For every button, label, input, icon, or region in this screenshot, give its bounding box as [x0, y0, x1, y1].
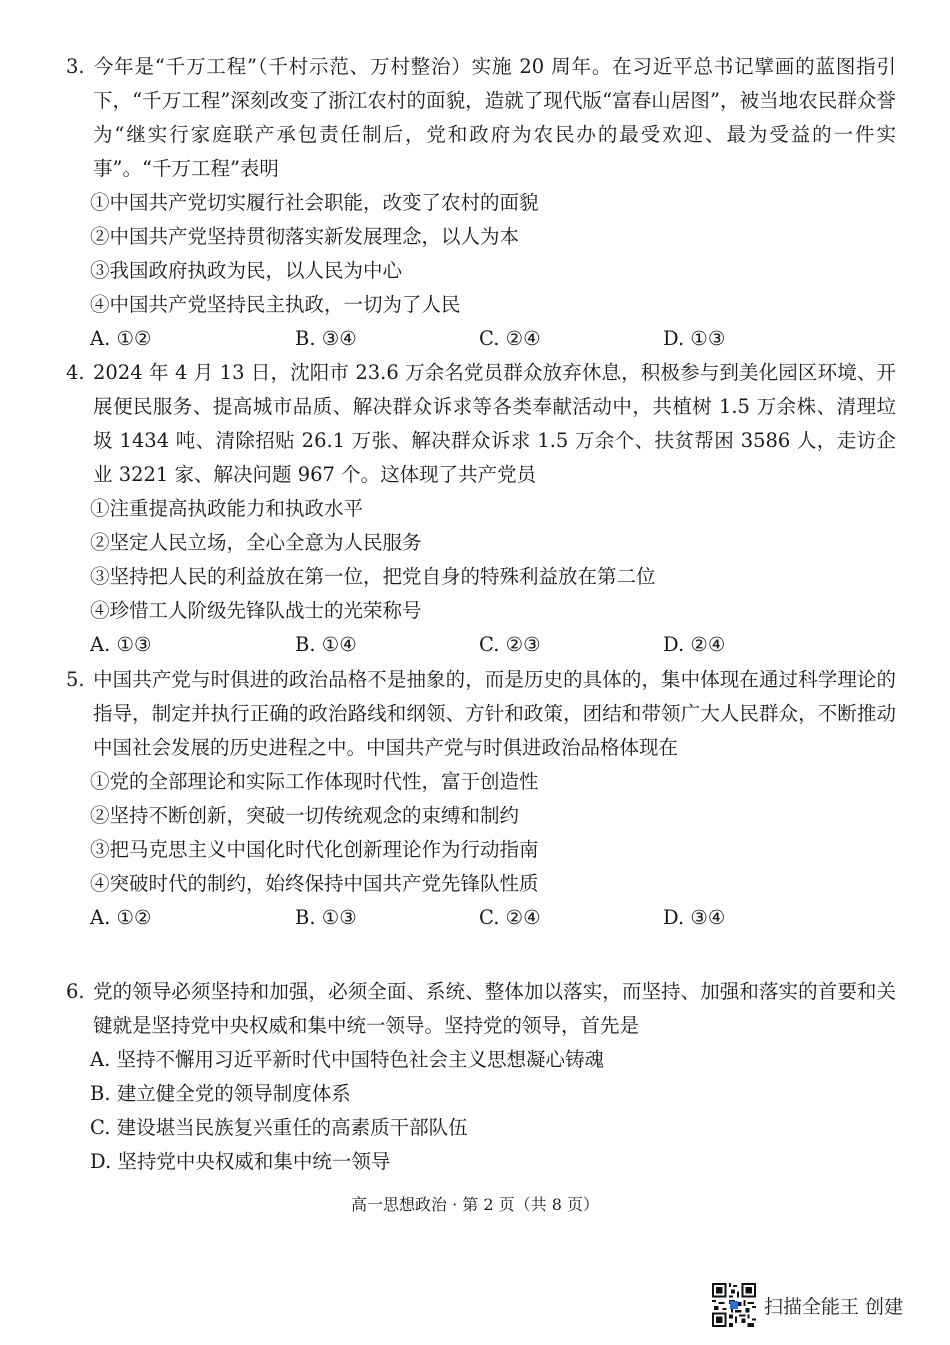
answer-b: B. ①④: [295, 633, 357, 656]
answer-choices: [66, 628, 896, 662]
page-footer: 高一思想政治 · 第 2 页（共 8 页）: [351, 1195, 599, 1214]
option-c: C. 建设堪当民族复兴重任的高素质干部队伍: [90, 1116, 468, 1139]
question-stem: [66, 663, 896, 765]
question-stem: [66, 356, 896, 492]
question-text: 中国共产党与时俱进的政治品格不是抽象的，而是历史的具体的，集中体现在通过科学理论的指导，制定并执行正确的政治路线和纲领、方针和政策，团结和带领广大人民群众，不断推动中国社会发展的历史进程之中。中国共产党与时俱进政治品格体现在: [93, 668, 896, 759]
statement-2: ②中国共产党坚持贯彻落实新发展理念，以人为本: [90, 225, 520, 248]
statement-2: ②坚持不断创新，突破一切传统观念的束缚和制约: [90, 804, 520, 827]
statement-3: ③我国政府执政为民，以人民为中心: [90, 259, 403, 282]
statement-4: ④中国共产党坚持民主执政，一切为了人民: [90, 293, 461, 316]
statement-4: ④珍惜工人阶级先锋队战士的光荣称号: [90, 599, 422, 622]
scanner-watermark: [712, 1283, 903, 1327]
question-text: 党的领导必须坚持和加强，必须全面、系统、整体加以落实，而坚持、加强和落实的首要和关键就是坚持党中央权威和集中统一领导。坚持党的领导，首先是: [93, 980, 896, 1037]
answer-a: A. ①③: [90, 633, 152, 656]
answer-b: B. ③④: [295, 327, 357, 350]
answer-c: C. ②④: [479, 327, 541, 350]
question-3: [66, 50, 896, 356]
answer-a: A. ①②: [90, 906, 152, 929]
statement-1: ①党的全部理论和实际工作体现时代性，富于创造性: [90, 770, 539, 793]
answer-c: C. ②③: [479, 633, 541, 656]
answer-a: A. ①②: [90, 327, 152, 350]
qr-code-icon: [712, 1283, 756, 1327]
statement-1: ①中国共产党切实履行社会职能，改变了农村的面貌: [90, 191, 539, 214]
question-5: [66, 663, 896, 935]
answer-d: D. ①③: [663, 327, 726, 350]
option-d: D. 坚持党中央权威和集中统一领导: [90, 1150, 391, 1173]
option-b: B. 建立健全党的领导制度体系: [90, 1082, 351, 1105]
option-a: A. 坚持不懈用习近平新时代中国特色社会主义思想凝心铸魂: [90, 1048, 604, 1071]
question-stem: [66, 50, 896, 186]
statement-2: ②坚定人民立场，全心全意为人民服务: [90, 531, 422, 554]
answer-b: B. ①③: [295, 906, 357, 929]
watermark-text: 扫描全能王 创建: [764, 1295, 904, 1318]
answer-choices: [66, 901, 896, 935]
answer-d: D. ③④: [663, 906, 726, 929]
question-text: 今年是“千万工程”（千村示范、万村整治）实施 20 周年。在习近平总书记擘画的蓝图指引下，“千万工程”深刻改变了浙江农村的面貌，造就了现代版“富春山居图”，被当地农民群众誉为“继实行家庭联产承包责任制后，党和政府为农民办的最受欢迎、最为受益的一件实事”。“千万工程”表明: [93, 55, 896, 180]
answer-choices: [66, 322, 896, 356]
question-4: [66, 356, 896, 662]
answer-d: D. ②④: [663, 633, 726, 656]
answer-c: C. ②④: [479, 906, 541, 929]
question-number: 5.: [66, 668, 85, 691]
question-text: 2024 年 4 月 13 日，沈阳市 23.6 万余名党员群众放弃休息，积极参与到美化园区环境、开展便民服务、提高城市品质、解决群众诉求等各类奉献活动中，共植树 1.5 万余株、清理垃圾 1434 吨、清除招贴 26.1 万张、解决群众诉求 1.5 万余个、扶贫帮困 3586 人，走访企业 3221 家、解决问题 967 个。这体现了共产党员: [93, 361, 896, 486]
question-stem: [66, 975, 896, 1043]
question-number: 6.: [66, 980, 85, 1003]
question-number: 3.: [66, 55, 85, 78]
statement-3: ③坚持把人民的利益放在第一位，把党自身的特殊利益放在第二位: [90, 565, 656, 588]
question-6: [66, 975, 896, 1179]
statement-3: ③把马克思主义中国化时代化创新理论作为行动指南: [90, 838, 539, 861]
statement-1: ①注重提高执政能力和执政水平: [90, 497, 364, 520]
question-number: 4.: [66, 361, 85, 384]
statement-4: ④突破时代的制约，始终保持中国共产党先锋队性质: [90, 872, 539, 895]
